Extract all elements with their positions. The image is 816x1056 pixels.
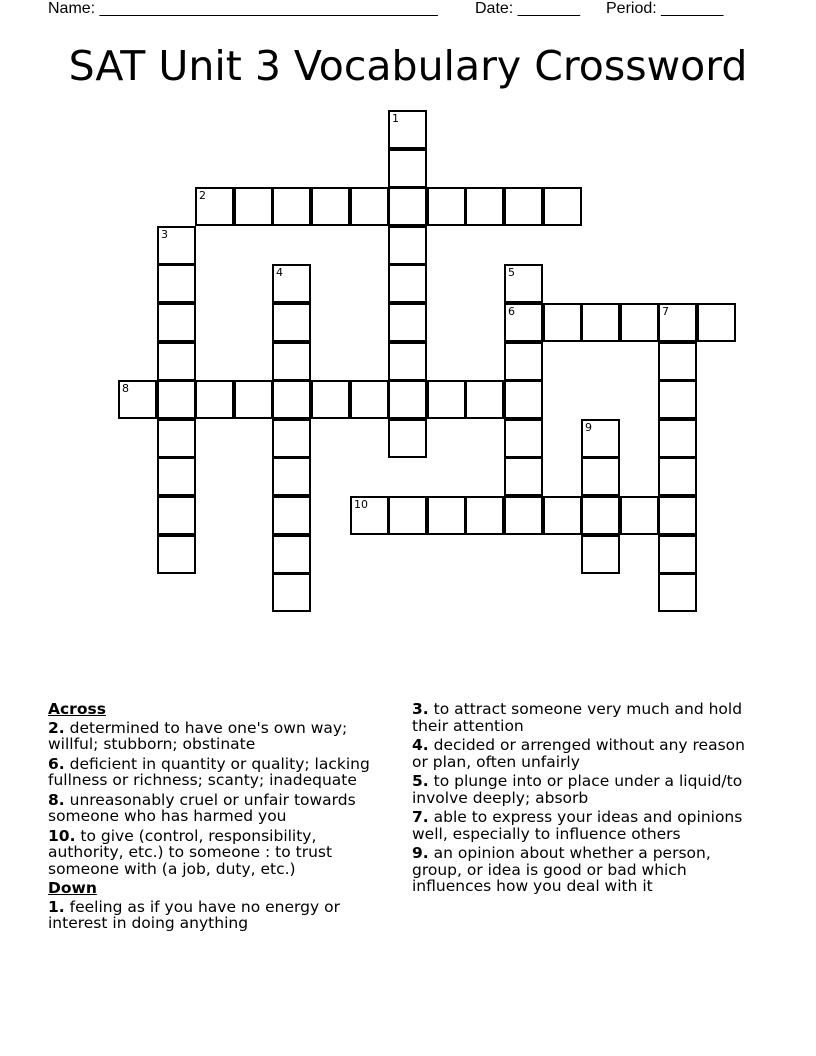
- crossword-cell[interactable]: [581, 303, 620, 342]
- crossword-cell[interactable]: [427, 187, 466, 226]
- clue-text: decided or arrenged without any reason or plan, often unfairly: [412, 736, 745, 771]
- clue-down-4: [412, 737, 752, 770]
- crossword-cell[interactable]: [195, 380, 234, 419]
- crossword-cell[interactable]: [465, 496, 504, 535]
- clues-column-right: [412, 701, 752, 898]
- clue-number-label: 8: [122, 382, 129, 395]
- crossword-cell[interactable]: [272, 457, 311, 496]
- name-field[interactable]: Name: ______________________________________: [48, 0, 438, 17]
- clue-text: an opinion about whether a person, group, or idea is good or bad which influences how you deal with it: [412, 844, 711, 895]
- crossword-cell[interactable]: [427, 380, 466, 419]
- crossword-cell[interactable]: [504, 419, 543, 458]
- crossword-cell[interactable]: [658, 303, 697, 342]
- crossword-cell[interactable]: [311, 380, 350, 419]
- crossword-cell[interactable]: [350, 496, 389, 535]
- clue-number-label: 6: [508, 305, 515, 318]
- date-field[interactable]: Date: _______: [475, 0, 580, 17]
- crossword-cell[interactable]: [157, 226, 196, 265]
- clue-down-3: [412, 701, 752, 734]
- crossword-cell[interactable]: [157, 342, 196, 381]
- clue-number: 9.: [412, 844, 429, 862]
- clue-number: 8.: [48, 790, 65, 809]
- crossword-cell[interactable]: [195, 187, 234, 226]
- crossword-cell[interactable]: [157, 457, 196, 496]
- crossword-cell[interactable]: [157, 535, 196, 574]
- crossword-cell[interactable]: [581, 419, 620, 458]
- clue-number-label: 10: [354, 498, 368, 511]
- crossword-cell[interactable]: [388, 380, 427, 419]
- clue-across-10: [48, 828, 388, 878]
- crossword-cell[interactable]: [658, 496, 697, 535]
- crossword-cell[interactable]: [620, 303, 659, 342]
- clue-text: feeling as if you have no energy or interest in doing anything: [48, 897, 340, 932]
- crossword-cell[interactable]: [465, 380, 504, 419]
- crossword-cell[interactable]: [543, 496, 582, 535]
- clue-number: 7.: [412, 808, 429, 826]
- crossword-cell[interactable]: [388, 419, 427, 458]
- crossword-cell[interactable]: [504, 342, 543, 381]
- crossword-cell[interactable]: [465, 187, 504, 226]
- crossword-cell[interactable]: [504, 380, 543, 419]
- clue-number-label: 7: [662, 305, 669, 318]
- clue-number: 4.: [412, 736, 429, 754]
- crossword-cell[interactable]: [581, 496, 620, 535]
- crossword-cell[interactable]: [543, 187, 582, 226]
- crossword-cell[interactable]: [388, 303, 427, 342]
- crossword-cell[interactable]: [581, 457, 620, 496]
- clue-down-1: [48, 899, 388, 932]
- clue-across-2: [48, 720, 388, 753]
- clue-text: unreasonably cruel or unfair towards someone who has harmed you: [48, 790, 356, 825]
- crossword-cell[interactable]: [388, 110, 427, 149]
- clue-down-9: [412, 845, 752, 895]
- clue-number: 5.: [412, 772, 429, 790]
- crossword-cell[interactable]: [658, 380, 697, 419]
- crossword-cell[interactable]: [697, 303, 736, 342]
- crossword-cell[interactable]: [157, 264, 196, 303]
- crossword-cell[interactable]: [581, 535, 620, 574]
- crossword-cell[interactable]: [234, 187, 273, 226]
- crossword-cell[interactable]: [504, 496, 543, 535]
- clue-text: determined to have one's own way; willful; stubborn; obstinate: [48, 718, 348, 753]
- clue-number: 2.: [48, 718, 65, 737]
- crossword-cell[interactable]: [658, 535, 697, 574]
- crossword-cell[interactable]: [388, 149, 427, 188]
- crossword-cell[interactable]: [658, 419, 697, 458]
- clue-number: 1.: [48, 897, 65, 916]
- clue-down-5: [412, 773, 752, 806]
- crossword-cell[interactable]: [311, 187, 350, 226]
- clue-number-label: 9: [585, 421, 592, 434]
- clue-number-label: 4: [276, 266, 283, 279]
- crossword-cell[interactable]: [658, 573, 697, 612]
- crossword-cell[interactable]: [504, 457, 543, 496]
- crossword-cell[interactable]: [388, 226, 427, 265]
- crossword-cell[interactable]: [388, 264, 427, 303]
- clue-number-label: 5: [508, 266, 515, 279]
- crossword-cell[interactable]: [272, 380, 311, 419]
- clue-text: deficient in quantity or quality; lacking fullness or richness; scanty; inadequate: [48, 754, 370, 789]
- crossword-cell[interactable]: [350, 187, 389, 226]
- crossword-cell[interactable]: [350, 380, 389, 419]
- clue-across-6: [48, 756, 388, 789]
- clue-number: 10.: [48, 826, 76, 845]
- clue-text: to plunge into or place under a liquid/to involve deeply; absorb: [412, 772, 743, 807]
- crossword-cell[interactable]: [658, 342, 697, 381]
- page-title: SAT Unit 3 Vocabulary Crossword: [68, 42, 748, 90]
- crossword-cell[interactable]: [388, 342, 427, 381]
- crossword-cell[interactable]: [427, 496, 466, 535]
- crossword-cell[interactable]: [504, 187, 543, 226]
- across-heading: Across: [48, 700, 106, 718]
- clue-text: to give (control, responsibility, authority, etc.) to someone : to trust someone with (a job, duty, etc.): [48, 826, 333, 878]
- clue-number-label: 1: [392, 112, 399, 125]
- down-heading: Down: [48, 879, 97, 897]
- clue-text: to attract someone very much and hold their attention: [412, 700, 743, 735]
- crossword-cell[interactable]: [118, 380, 157, 419]
- clues-column-left: [48, 701, 388, 935]
- crossword-cell[interactable]: [504, 264, 543, 303]
- clue-number-label: 2: [199, 189, 206, 202]
- crossword-cell[interactable]: [272, 496, 311, 535]
- crossword-cell[interactable]: [157, 303, 196, 342]
- crossword-cell[interactable]: [157, 496, 196, 535]
- crossword-cell[interactable]: [157, 419, 196, 458]
- crossword-cell[interactable]: [272, 264, 311, 303]
- crossword-cell[interactable]: [658, 457, 697, 496]
- clue-text: able to express your ideas and opinions well, especially to influence others: [412, 808, 743, 843]
- crossword-cell[interactable]: [272, 419, 311, 458]
- crossword-cell[interactable]: [388, 496, 427, 535]
- crossword-cell[interactable]: [620, 496, 659, 535]
- crossword-cell[interactable]: [157, 380, 196, 419]
- clue-number: 6.: [48, 754, 65, 773]
- crossword-cell[interactable]: [272, 303, 311, 342]
- crossword-cell[interactable]: [543, 303, 582, 342]
- crossword-cell[interactable]: [272, 535, 311, 574]
- crossword-cell[interactable]: [234, 380, 273, 419]
- clue-number-label: 3: [161, 228, 168, 241]
- clue-across-8: [48, 792, 388, 825]
- crossword-cell[interactable]: [272, 187, 311, 226]
- crossword-cell[interactable]: [504, 303, 543, 342]
- crossword-cell[interactable]: [272, 573, 311, 612]
- clue-down-7: [412, 809, 752, 842]
- crossword-cell[interactable]: [272, 342, 311, 381]
- period-field[interactable]: Period: _______: [606, 0, 724, 17]
- clue-number: 3.: [412, 700, 429, 718]
- crossword-cell[interactable]: [388, 187, 427, 226]
